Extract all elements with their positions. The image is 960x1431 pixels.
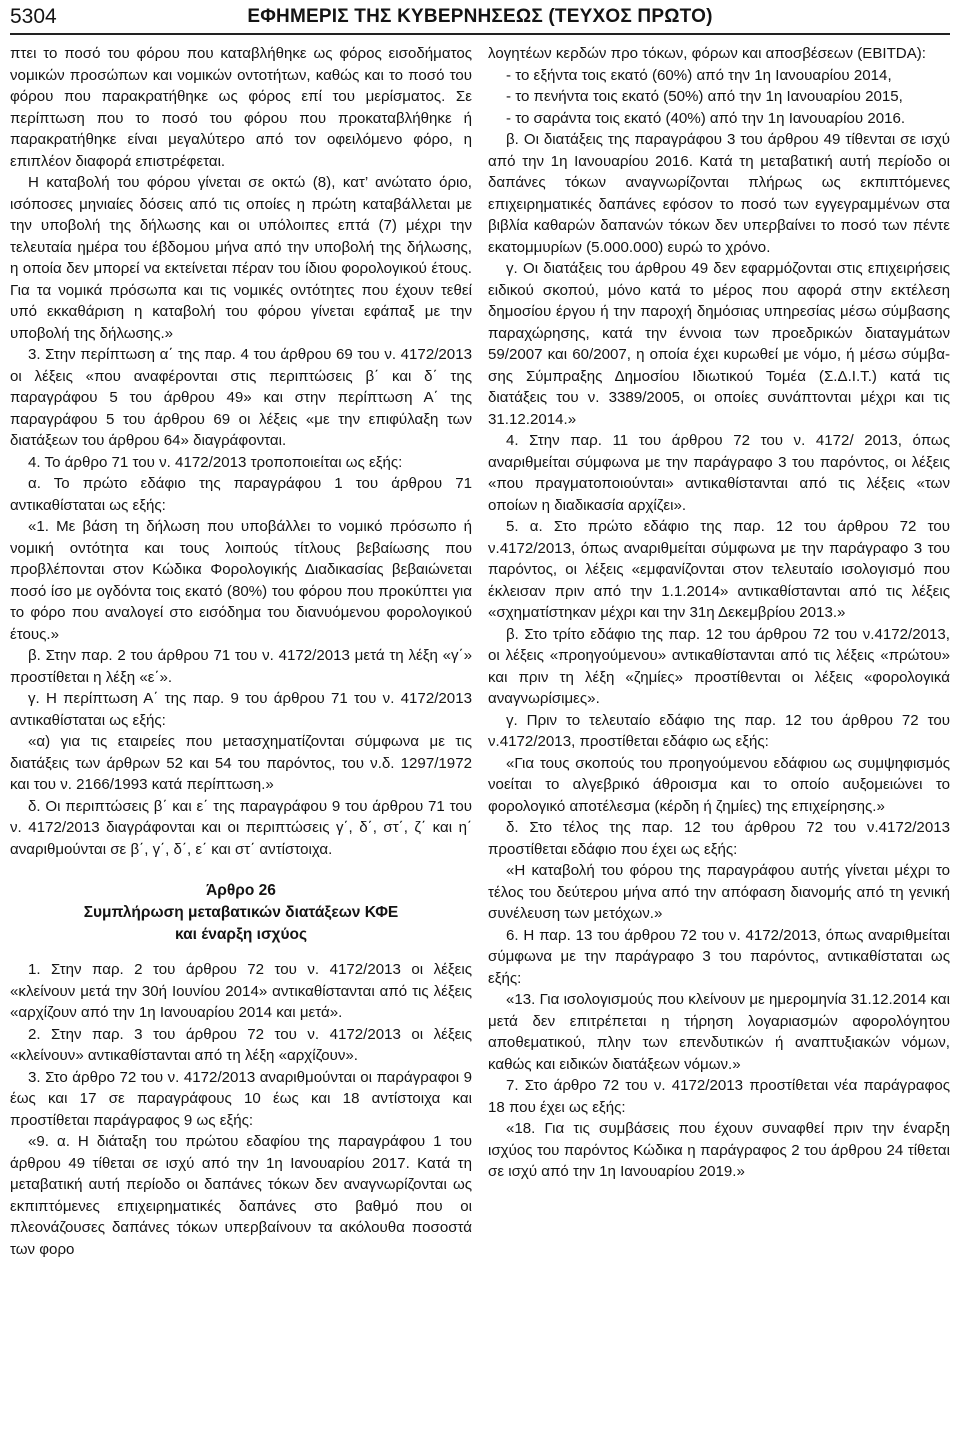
paragraph: «1. Με βάση τη δήλωση που υποβάλλει το νομικό πρόσωπο ή νομική οντότητα και τους λοιπούς τίτλους βεβαίωσης που προβλέπονται στον Κώδικα Φορολογικής Διαδικασίας βεβαιώνεται ποσό ίσο με ογδόντα τοις εκατό (80%) του φόρου που προκύπτει για το φόρο που αναλογεί στο εισόδημα του διανυόμενου φορολογικού έτους.» bbox=[10, 518, 472, 643]
paragraph: 6. Η παρ. 13 του άρθρου 72 του ν. 4172/2013, όπως αναριθμείται σύμφωνα με την παράγραφο 3 του παρόντος, αντικαθίσταται ως εξής: bbox=[488, 926, 950, 987]
paragraph: 4. Το άρθρο 71 του ν. 4172/2013 τροποποιείται ως εξής: bbox=[28, 453, 403, 471]
text-columns bbox=[10, 43, 950, 1260]
article-title-line2: και έναρξη ισχύος bbox=[174, 926, 308, 943]
paragraph: β. Στην παρ. 2 του άρθρου 71 του ν. 4172/2013 μετά τη λέξη «γ΄» προστίθεται η λέξη «ε΄». bbox=[10, 647, 472, 686]
article-number: Άρθρο 26 bbox=[206, 882, 276, 899]
paragraph: πτει το ποσό του φόρου που καταβλήθηκε ως φόρος εισοδήματος νομικών προσώπων και νομικών οντοτήτων, καθώς και το ποσό του φόρου που παρακρατήθηκε ως φόρος επί του μερίσματος. Σε περίπτωση που το ποσό του φόρου που προκαταβλήθηκε ή παρακρατήθηκε είναι μεγαλύτερο από τον οφειλόμενο φόρο, η επιπλέον διαφορά επιστρέφεται. bbox=[10, 45, 472, 170]
paragraph: β. Οι διατάξεις της παραγράφου 3 του άρθρου 49 τίθενται σε ισχύ από την 1η Ιανουαρίου 2016. Κατά τη μεταβατική αυτή περίοδο οι δαπάνες τόκων αναγνωρίζονται πλήρως ως εκπιπτόμενες επιχειρηματικές δαπάνες εφόσον το ποσό των εγγεγραμμένων στα βιβλία καθαρών δαπανών τόκων δεν υπερβαίνει το ποσό των πέντε εκατομμυρίων (5.000.000) ευρώ το χρόνο. bbox=[488, 131, 950, 256]
paragraph: 5. α. Στο πρώτο εδάφιο της παρ. 12 του άρθρου 72 του ν.4172/2013, όπως αναριθμείται σύμφωνα με την παράγραφο 3 του παρόντος, οι λέξεις «εμφανίζονται στον τελευταίο ισολογισμό που έκλεισαν πριν από την 1.1.2014» αντικαθίστανται από τις λέξεις «σχηματίστηκαν μέχρι και την 31η Δεκεμβρίου 2013.» bbox=[488, 518, 950, 621]
paragraph: γ. Η περίπτωση Α΄ της παρ. 9 του άρθρου 71 του ν. 4172/2013 αντικαθίσταται ως εξής: bbox=[10, 690, 472, 729]
paragraph: 1. Στην παρ. 2 του άρθρου 72 του ν. 4172/2013 οι λέξεις «κλείνουν μετά την 30ή Ιουνίου 2014» αντικαθίστανται από τις λέξεις «αρχίζουν από την 1η Ιανουαρίου 2014 και μετά». bbox=[10, 961, 472, 1021]
list-item: - το εξήντα τοις εκατό (60%) από την 1η Ιανουαρίου 2014, bbox=[506, 66, 892, 84]
paragraph: «13. Για ισολογισμούς που κλείνουν με ημερομηνία 31.12.2014 και μετά δεν επιτρέπεται η τήρηση λογαριασμών αφορολόγητου αποθεματικού, πλην των επενδυτικών ή αναπτυξιακών νόμων, καθώς και ειδικών διατάξεων νόμων.» bbox=[488, 991, 950, 1073]
paragraph: β. Στο τρίτο εδάφιο της παρ. 12 του άρθρου 72 του ν.4172/2013, οι λέξεις «προηγούμενου» αντικαθίστανται από τις λέξεις «πρώτου» και πριν τη λέξη «ζημίες» προστίθενται οι λέξεις «φορολογικά αναγνωρίσιμες». bbox=[488, 625, 950, 707]
paragraph: 3. Στην περίπτωση α΄ της παρ. 4 του άρθρου 69 του ν. 4172/2013 οι λέξεις «που αναφέρονται στις περιπτώσεις β΄ και δ΄ της παραγράφου 5 του άρθρου 49» και στην περίπτωση Α΄ της παραγράφου 5 του άρθρου 69 οι λέξεις «με την επιφύλαξη των διατάξεων του άρθρου 64» διαγράφονται. bbox=[10, 346, 472, 449]
paragraph: 4. Στην παρ. 11 του άρθρου 72 του ν. 4172/ 2013, όπως αναριθμείται σύμφωνα με την παράγραφο 3 του παρόντος, οι λέξεις «που πραγματοποιούνται» αντικαθίστανται από τις λέξεις «των οποίων η διαδικασία αρχίζει». bbox=[488, 432, 950, 514]
paragraph: λογητέων κερδών προ τόκων, φόρων και αποσβέσεων (EBITDA): bbox=[488, 45, 926, 62]
paragraph: 7. Στο άρθρο 72 του ν. 4172/2013 προστίθεται νέα παράγραφος 18 που έχει ως εξής: bbox=[488, 1077, 950, 1116]
paragraph: 2. Στην παρ. 3 του άρθρου 72 του ν. 4172/2013 οι λέξεις «κλείνουν» αντικαθίστανται από τη λέξη «αρχίζουν». bbox=[10, 1025, 472, 1064]
paragraph: «Η καταβολή του φόρου της παραγράφου αυτής γίνεται μέχρι το τέλος του δεύτερου μήνα από την απόφαση διανομής από τη γενική συνέλευση των μετόχων.» bbox=[488, 862, 950, 922]
gazette-title: ΕΦΗΜΕΡΙΣ ΤΗΣ ΚΥΒΕΡΝΗΣΕΩΣ (ΤΕΥΧΟΣ ΠΡΩΤΟ) bbox=[247, 5, 713, 27]
page-header bbox=[10, 0, 950, 35]
paragraph: δ. Οι περιπτώσεις β΄ και ε΄ της παραγράφου 9 του άρθρου 71 του ν. 4172/2013 διαγράφονται και οι περιπτώσεις γ΄, δ΄, στ΄, ζ΄ και η΄ αναριθμούνται σε β΄, γ΄, δ΄, ε΄ και στ΄ αντίστοιχα. bbox=[10, 797, 472, 858]
page-number: 5304 bbox=[10, 4, 57, 28]
paragraph: «9. α. Η διάταξη του πρώτου εδαφίου της παραγράφου 1 του άρθρου 49 τίθεται σε ισχύ από την 1η Ιανουαρίου 2017. Κατά τη μεταβατική αυτή περίοδο οι δαπάνες τόκων δεν αναγνωρίζονται ως εκπιπτόμενες επιχειρηματικές δαπάνες στο βαθμό που οι πλεονάζουσες δαπάνες τόκων υπερβαίνουν τα ακόλουθα ποσοστά των φορο bbox=[10, 1133, 472, 1258]
paragraph: δ. Στο τέλος της παρ. 12 του άρθρου 72 του ν.4172/2013 προστίθεται εδάφιο που έχει ως εξής: bbox=[488, 819, 950, 858]
paragraph: γ. Οι διατάξεις του άρθρου 49 δεν εφαρμόζονται στις επιχειρήσεις ειδικού σκοπού, μόνο κατά το μέρος που αφορά στην εκτέλεση δημοσίου έργου ή την παροχή δημόσιας υπηρεσίας μέσω σύμβασης παραχώρησης, κατά την έννοια των προεδρικών διαταγμάτων 59/2007 και 60/2007, η οποία έχει κυρωθεί με νόμο, ή μέσω σύμβασης Σύμπραξης Δημοσίου Ιδιωτικού Τομέα (Σ.Δ.Ι.Τ.) κατά τις διατάξεις του ν. 3389/2005, οι οποίες συνάπτονται μέχρι και τις 31.12.2014.» bbox=[488, 260, 950, 428]
paragraph: γ. Πριν το τελευταίο εδάφιο της παρ. 12 του άρθρου 72 του ν.4172/2013, προστίθεται εδάφιο ως εξής: bbox=[488, 711, 950, 750]
article-heading bbox=[10, 880, 472, 946]
left-column bbox=[10, 43, 472, 1260]
paragraph: «Για τους σκοπούς του προηγούμενου εδάφιου ως συμψηφισμός νοείται το αλγεβρικό άθροισμα και το οποίο αυξομειώνει το φορολογικό αποτέλεσμα (κέρδη ή ζημίες) της επιχείρησης.» bbox=[488, 754, 950, 815]
paragraph: «18. Για τις συμβάσεις που έχουν συναφθεί πριν την έναρξη ισχύος του παρόντος Κώδικα η παράγραφος 2 του άρθρου 24 τίθεται σε ισχύ από την 1η Ιανουαρίου 2019.» bbox=[488, 1120, 950, 1180]
paragraph: «α) για τις εταιρείες που μετασχηματίζονται σύμφωνα με τις διατάξεις των άρθρων 52 και 54 του παρόντος, του ν.δ. 1297/1972 και του ν. 2166/1993 κατά περίπτωση.» bbox=[10, 733, 472, 793]
list-item: - το πενήντα τοις εκατό (50%) από την 1η Ιανουαρίου 2015, bbox=[506, 88, 903, 105]
paragraph: Η καταβολή του φόρου γίνεται σε οκτώ (8), κατ’ ανώτατο όριο, ισόποσες μηνιαίες δόσεις από τις οποίες η πρώτη καταβάλλεται με την υποβολή της δήλωσης και οι υπόλοιπες επτά (7) μέχρι την τελευταία ημέρα του έβδομου μήνα από την υποβολή της δήλωσης, η οποία δεν μπορεί να εκτείνεται πέραν του ίδιου φορολογικού έτους. Για τα νομικά πρόσωπα και τις νομικές οντότητες που έχουν τεθεί υπό εκκαθάριση η καταβολή του φόρου γίνεται εφάπαξ με την υποβολή της δήλωσης.» bbox=[10, 174, 472, 342]
paragraph: 3. Στο άρθρο 72 του ν. 4172/2013 αναριθμούνται οι παράγραφοι 9 έως και 17 σε παραγράφους 10 έως και 18 αντίστοιχα και προστίθεται παράγραφος 9 ως εξής: bbox=[10, 1068, 472, 1129]
article-title-line1: Συμπλήρωση μεταβατικών διατάξεων ΚΦΕ bbox=[83, 904, 399, 921]
paragraph: α. Το πρώτο εδάφιο της παραγράφου 1 του άρθρου 71 αντικαθίσταται ως εξής: bbox=[10, 475, 472, 514]
right-column bbox=[488, 43, 950, 1260]
list-item: - το σαράντα τοις εκατό (40%) από την 1η Ιανουαρίου 2016. bbox=[506, 109, 906, 127]
